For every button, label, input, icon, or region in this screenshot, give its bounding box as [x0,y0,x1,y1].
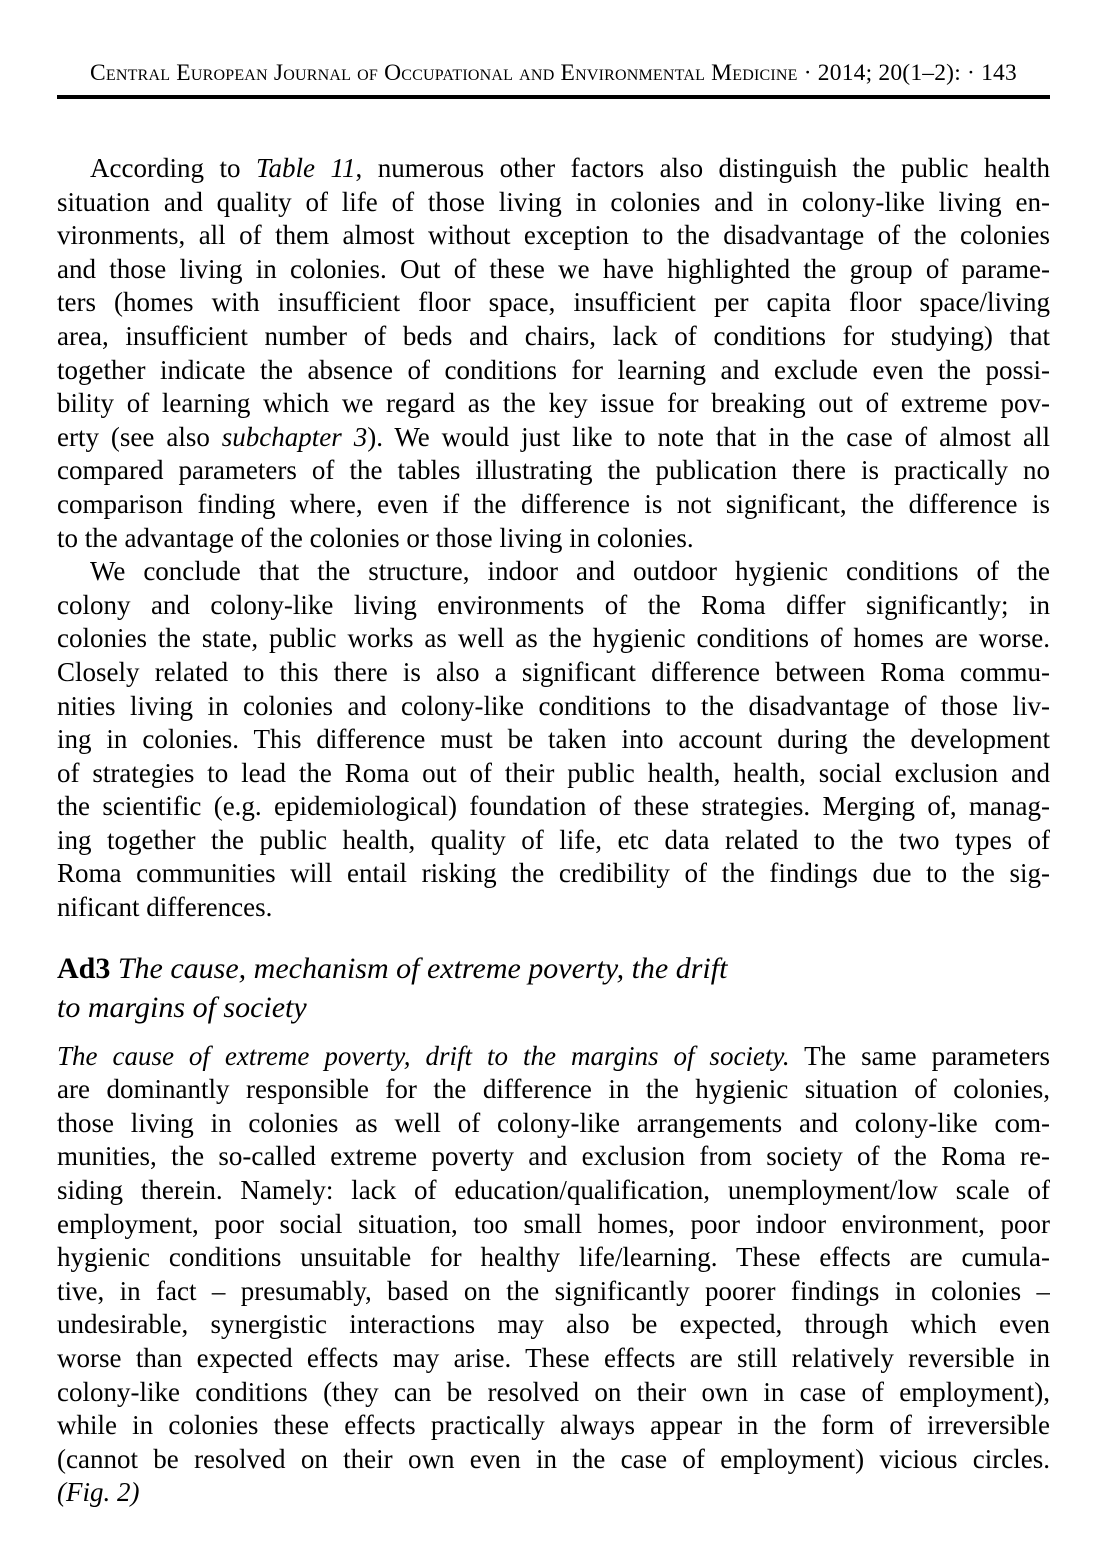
paragraph [57,152,1050,555]
text-line: employment, poor social situation, too small homes, poor indoor environment, poor [57,1208,1050,1239]
text-line: (Fig. 2) [57,1477,140,1508]
text-line: vironments, all of them almost without exception to the disadvantage of the colonies [57,220,1050,251]
text-line: of strategies to lead the Roma out of their public health, health, social exclusion and [57,757,1050,788]
text-line: erty (see also subchapter 3). We would just like to note that in the case of almost all [57,421,1050,452]
text-line: undesirable, synergistic interactions may also be expected, through which even [57,1309,1050,1340]
text-line: compared parameters of the tables illustrating the publication there is practically no [57,455,1050,486]
text-line: Closely related to this there is also a significant difference between Roma commu- [57,656,1050,687]
text-line: to the advantage of the colonies or those living in colonies. [57,522,694,553]
text-line: tive, in fact – presumably, based on the significantly poorer findings in colonies – [57,1275,1050,1306]
text-line: We conclude that the structure, indoor and outdoor hygienic conditions of the [90,556,1050,587]
text-line: the scientific (e.g. epidemiological) foundation of these strategies. Merging of, manag- [57,791,1050,822]
text-line: Ad3 The cause, mechanism of extreme poverty, the drift [57,951,728,985]
text-line: Roma communities will entail risking the credibility of the findings due to the sig- [57,858,1050,889]
text-line: The cause of extreme poverty, drift to the margins of society. The same parameters [57,1040,1050,1071]
text-line: colonies the state, public works as well as the hygienic conditions of homes are worse. [57,623,1050,654]
text-line: hygienic conditions unsuitable for healthy life/learning. These effects are cumula- [57,1242,1050,1273]
header-divider-rule [57,95,1050,99]
text-line: munities, the so-called extreme poverty and exclusion from society of the Roma re- [57,1141,1050,1172]
text-line: those living in colonies as well of colony-like arrangements and colony-like com- [57,1107,1050,1138]
text-line: ing in colonies. This difference must be taken into account during the development [57,724,1050,755]
text-line: (cannot be resolved on their own even in the case of employment) vicious circles. [57,1443,1050,1474]
text-line: are dominantly responsible for the difference in the hygienic situation of colonies, [57,1074,1050,1105]
text-line: situation and quality of life of those living in colonies and in colony-like living en- [57,186,1050,217]
text-line: while in colonies these effects practically always appear in the form of irreversible [57,1410,1050,1441]
text-line: According to Table 11, numerous other factors also distinguish the public health [90,153,1050,183]
text-line: bility of learning which we regard as the key issue for breaking out of extreme pov- [57,388,1050,419]
text-line: and those living in colonies. Out of these we have highlighted the group of parame- [57,253,1050,284]
paragraph [57,555,1050,925]
paragraph [57,1040,1050,1510]
text-line: nities living in colonies and colony-like conditions to the disadvantage of those liv- [57,690,1050,721]
text-line: together indicate the absence of conditions for learning and exclude even the possi- [57,354,1050,385]
text-line: nificant differences. [57,892,273,923]
text-line: colony-like conditions (they can be resolved on their own in case of employment), [57,1376,1050,1407]
journal-header-line: Central European Journal of Occupational and Environmental Medicine · 2014; 20(1–2): · 143 [90,60,1017,86]
text-line: area, insufficient number of beds and chairs, lack of conditions for studying) that [57,320,1050,351]
document-body [57,152,1050,1510]
text-line: to margins of society [57,990,307,1024]
text-line: comparison finding where, even if the difference is not significant, the difference is [57,488,1050,519]
text-line: worse than expected effects may arise. These effects are still relatively reversible in [57,1343,1050,1373]
text-line: colony and colony-like living environments of the Roma differ significantly; in [57,589,1050,620]
text-line: ters (homes with insufficient floor space, insufficient per capita floor space/living [57,287,1050,318]
text-line: siding therein. Namely: lack of education/qualification, unemployment/low scale of [57,1175,1050,1206]
text-line: ing together the public health, quality of life, etc data related to the two types of [57,824,1050,855]
section-heading [57,949,1050,1027]
